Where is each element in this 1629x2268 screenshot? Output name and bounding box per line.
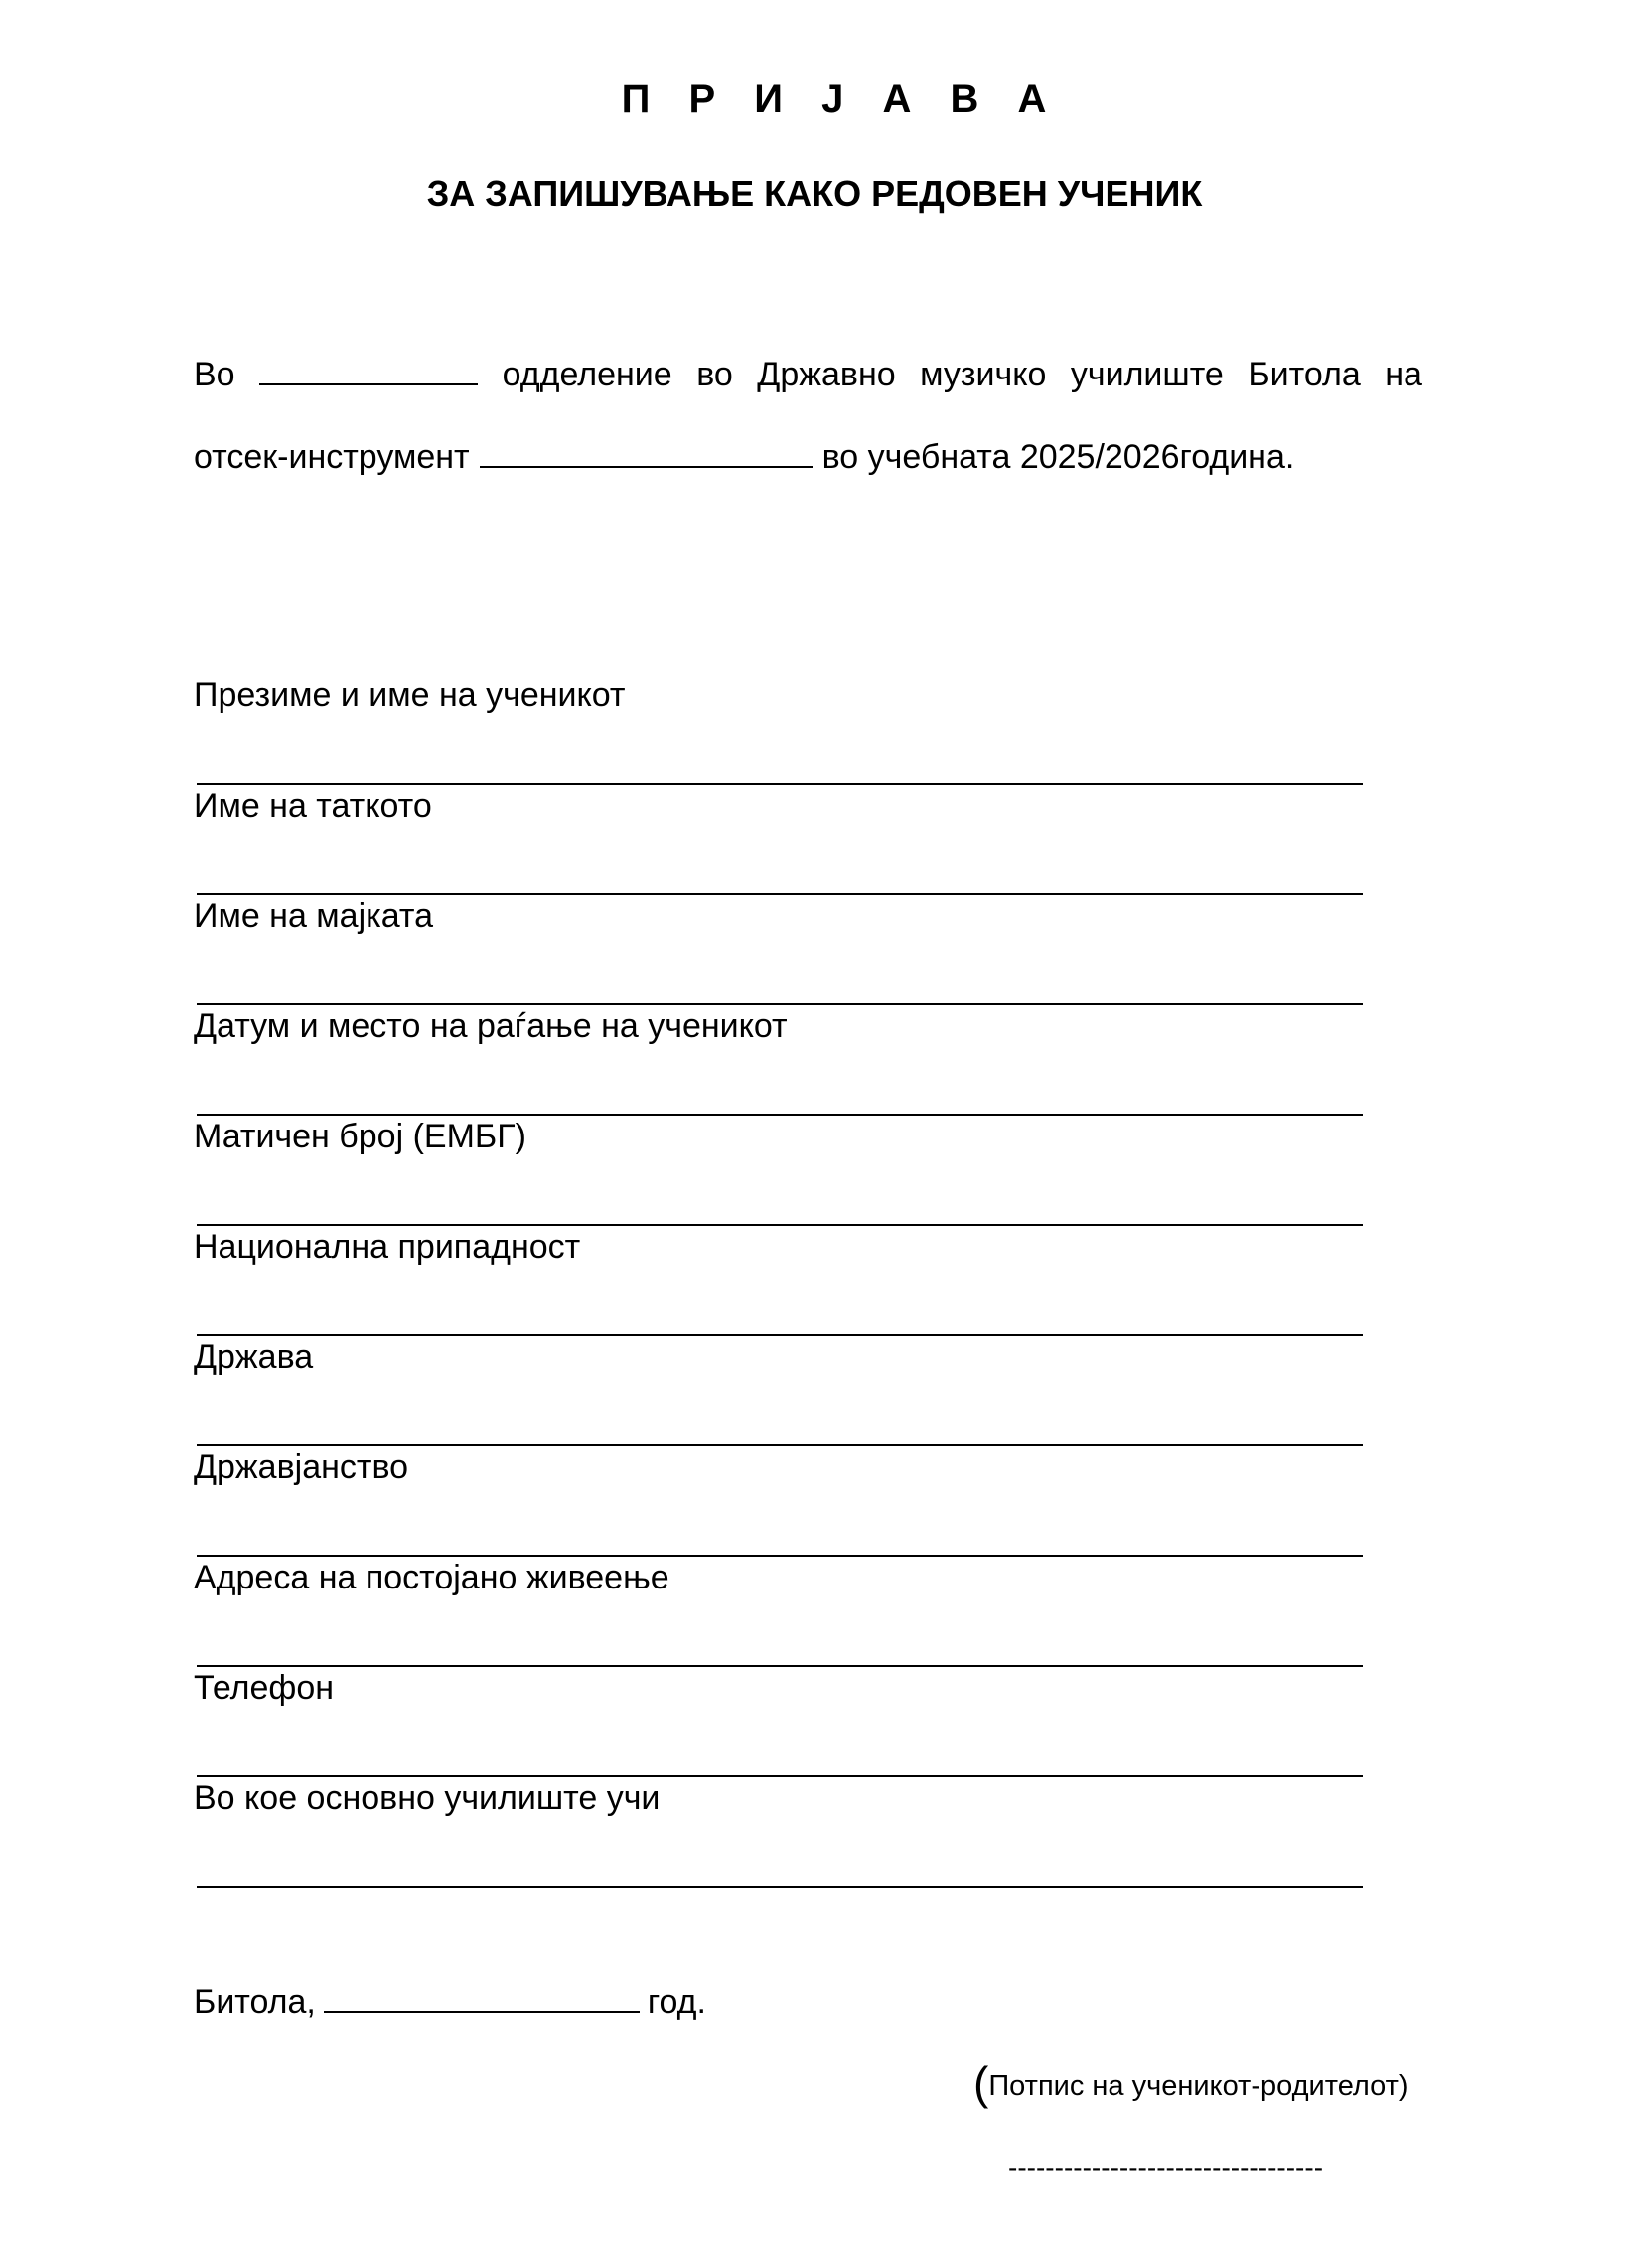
field-input-line[interactable] <box>197 1114 1363 1116</box>
field-input-line[interactable] <box>197 893 1363 895</box>
place-date-line <box>194 1979 706 2023</box>
form-subtitle: ЗА ЗАПИШУВАЊЕ КАКО РЕДОВЕН УЧЕНИК <box>426 173 1203 214</box>
intro-prefix: Во <box>194 356 235 393</box>
intro-word: Битола <box>1248 356 1361 393</box>
field-label: Државјанство <box>194 1448 409 1486</box>
field-label: Национална припадност <box>194 1228 581 1266</box>
signature-open-paren: ( <box>973 2057 989 2109</box>
field-label: Адреса на постојано живеење <box>194 1559 669 1596</box>
field-label: Датум и место на раѓање на ученикот <box>194 1007 788 1045</box>
field-input-line[interactable] <box>197 1334 1363 1336</box>
field-label: Во кое основно училиште учи <box>194 1779 661 1817</box>
intro-word: Државно <box>757 356 896 393</box>
intro-line-1 <box>194 352 1422 395</box>
field-label: Име на таткото <box>194 787 432 825</box>
department-blank[interactable] <box>259 352 478 385</box>
signature-caption-text: Потпис на ученикот-родителот) <box>988 2070 1408 2102</box>
form-title <box>0 77 1629 122</box>
field-label: Матичен број (ЕМБГ) <box>194 1118 526 1155</box>
intro-word: училиште <box>1070 356 1224 393</box>
signature-caption <box>973 2057 1408 2109</box>
field-input-line[interactable] <box>197 1444 1363 1446</box>
intro-instrument-prefix: отсек-инструмент <box>194 438 470 476</box>
place-label: Битола, <box>194 1983 316 2021</box>
field-label: Држава <box>194 1338 314 1376</box>
intro-word: музичко <box>920 356 1047 393</box>
field-label: Телефон <box>194 1669 335 1707</box>
field-input-line[interactable] <box>197 1555 1363 1557</box>
field-input-line[interactable] <box>197 1665 1363 1667</box>
intro-school-year: во учебната 2025/2026година. <box>821 438 1295 476</box>
field-input-line[interactable] <box>197 1775 1363 1777</box>
field-input-line[interactable] <box>197 783 1363 785</box>
field-input-line[interactable] <box>197 1003 1363 1005</box>
intro-word: одделение <box>502 356 672 393</box>
year-suffix: год. <box>647 1983 706 2021</box>
field-label: Име на мајката <box>194 897 434 935</box>
form-title-text: П Р И Ј А В А <box>621 77 1048 121</box>
instrument-blank[interactable] <box>480 434 813 468</box>
date-blank[interactable] <box>324 1979 640 2013</box>
field-label: Презиме и име на ученикот <box>194 677 626 714</box>
signature-line[interactable]: ---------------------------------- <box>1008 2152 1324 2183</box>
intro-word: на <box>1385 356 1422 393</box>
field-input-line[interactable] <box>197 1886 1363 1888</box>
field-input-line[interactable] <box>197 1224 1363 1226</box>
intro-word: во <box>696 356 733 393</box>
intro-line-2 <box>194 434 1422 478</box>
